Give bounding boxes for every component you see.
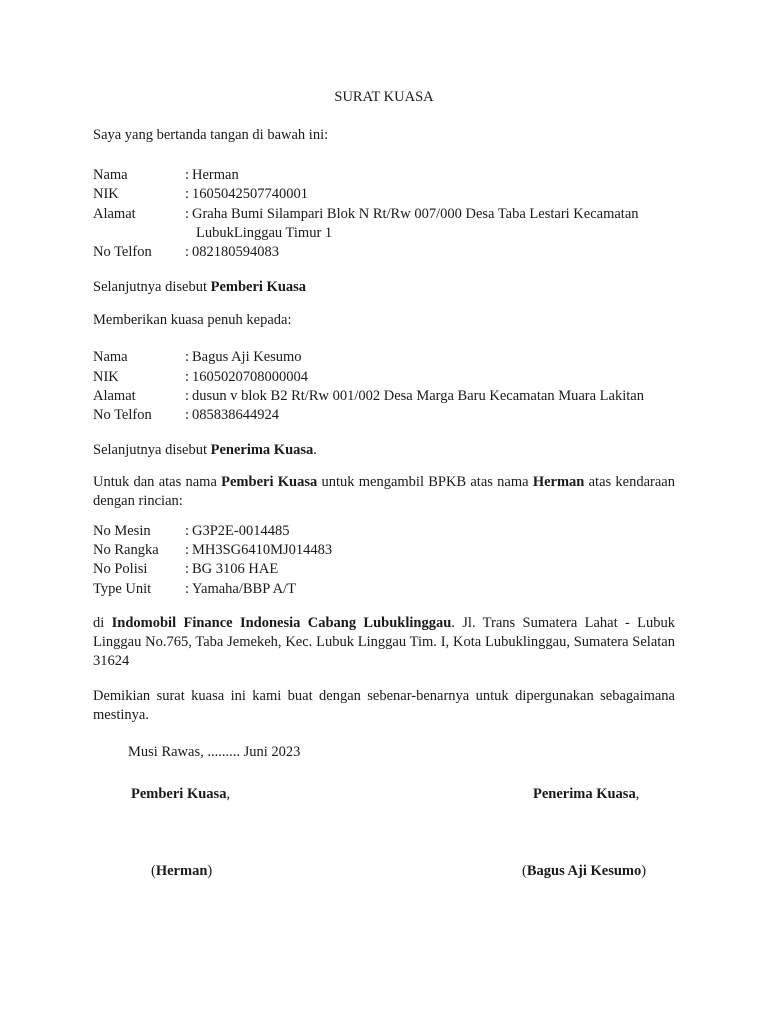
signature-left-title: Pemberi Kuasa, xyxy=(131,786,231,802)
engine-number: G3P2E-0014485 xyxy=(192,523,290,539)
closing-paragraph: Demikian surat kuasa ini kami buat dengan sebenar-benarnya untuk dipergunakan sebagaimana mestinya. xyxy=(93,688,675,723)
document-title: SURAT KUASA xyxy=(334,89,434,105)
grantee-name: Bagus Aji Kesumo xyxy=(192,349,302,365)
label: No Mesin xyxy=(93,523,151,539)
plate-number: BG 3106 HAE xyxy=(192,561,279,577)
label: NIK xyxy=(93,369,119,385)
grantor-address-line1: Graha Bumi Silampari Blok N Rt/Rw 007/000 Desa Taba Lestari Kecamatan xyxy=(192,206,639,222)
label: Alamat xyxy=(93,206,136,222)
signature-right-name: (Bagus Aji Kesumo) xyxy=(522,863,647,879)
label: Alamat xyxy=(93,388,136,404)
grantor-name: Herman xyxy=(192,167,239,183)
letter-page: SURAT KUASA Saya yang bertanda tangan di bawah ini: Nama : Herman NIK : 1605042507740001 Alamat : Graha Bumi Silampari Blok N Rt/Rw 007/000 Desa Taba Lestari Kecamatan LubukLinggau Timur 1 No Telfon : 082180594083 Selanjutnya disebut Pemberi Kuasa Memberikan kuasa penuh kepada: Nama : Bagus Aji Kesumo NIK : 1605020708000004 Alamat : dusun v blok B2 Rt/Rw 001/002 Desa Marga Baru Kecamatan Muara Lakitan No Telfon : 085838644924 Selanjutnya disebut Penerima Kuasa. Untuk dan atas nama Pemberi Kuasa untuk mengambil BPKB atas nama Herman atas kendaraan dengan rincian: No Mesin : G3P2E-0014485 No Rangka : MH3SG6410MJ014483 No Polisi : BG 3106 HAE Type Unit : Yamaha/BBP A/T di Indomobil Finance Indonesia Cabang Lubuklinggau. Jl. Trans Sumatera Lahat - Lubuk Linggau No.765, Taba Jemekeh, Kec. Lubuk Linggau Tim. I, Kota Lubuklinggau, Sumatera Selatan 31624 Demikian surat kuasa ini kami buat dengan sebenar-benarnya untuk dipergunakan sebagaimana mestinya. Musi Rawas, ......... Juni 2023 Pemberi Kuasa, Penerima Kuasa, (Herman) (Bagus Aji Kesumo) xyxy=(0,0,768,1024)
grantor-address-line2: LubukLinggau Timur 1 xyxy=(196,225,333,241)
signature-right-title: Penerima Kuasa, xyxy=(533,786,640,802)
grantor-phone: 082180594083 xyxy=(192,244,279,260)
frame-number: MH3SG6410MJ014483 xyxy=(192,542,333,558)
label: Nama xyxy=(93,349,128,365)
grantee-nik: 1605020708000004 xyxy=(192,369,308,385)
grantor-reference: Selanjutnya disebut Pemberi Kuasa xyxy=(93,279,307,295)
grantor-nik: 1605042507740001 xyxy=(192,186,308,202)
grantee-reference: Selanjutnya disebut Penerima Kuasa. xyxy=(93,442,317,458)
signature-left-name: (Herman) xyxy=(151,863,213,879)
label: No Telfon xyxy=(93,407,152,423)
vehicle-type: Yamaha/BBP A/T xyxy=(192,581,296,597)
label: No Rangka xyxy=(93,542,159,558)
grantee-phone: 085838644924 xyxy=(192,407,279,423)
grantee-address: dusun v blok B2 Rt/Rw 001/002 Desa Marga Baru Kecamatan Muara Lakitan xyxy=(192,388,644,404)
label: Type Unit xyxy=(93,581,152,597)
label: No Telfon xyxy=(93,244,152,260)
label: NIK xyxy=(93,186,119,202)
label: No Polisi xyxy=(93,561,148,577)
place-date: Musi Rawas, ......... Juni 2023 xyxy=(128,744,301,760)
label: Nama xyxy=(93,167,128,183)
purpose-paragraph: Untuk dan atas nama Pemberi Kuasa untuk mengambil BPKB atas nama Herman atas kendaraan dengan rincian: xyxy=(93,474,675,509)
give-power-line: Memberikan kuasa penuh kepada: xyxy=(93,312,292,328)
location-paragraph: di Indomobil Finance Indonesia Cabang Lubuklinggau. Jl. Trans Sumatera Lahat - Lubuk Linggau No.765, Taba Jemekeh, Kec. Lubuk Linggau Tim. I, Kota Lubuklinggau, Sumatera Selatan 31624 xyxy=(93,615,675,669)
intro-line: Saya yang bertanda tangan di bawah ini: xyxy=(93,127,329,143)
